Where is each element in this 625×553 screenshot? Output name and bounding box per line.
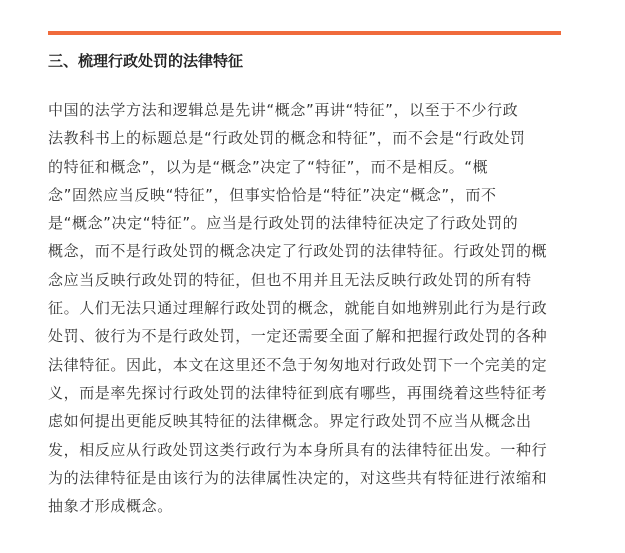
paragraph-line: 处罚、彼行为不是行政处罚，一定还需要全面了解和把握行政处罚的各种 bbox=[48, 327, 548, 346]
paragraph-line: 念”固然应当反映“特征”，但事实恰恰是“特征”决定“概念”，而不 bbox=[48, 185, 497, 204]
article-paragraph bbox=[48, 96, 568, 520]
paragraph-line: 征。人们无法只通过理解行政处罚的概念，就能自如地辨别此行为是行政 bbox=[48, 299, 548, 318]
paragraph-line: 发，相反应从行政处罚这类行政行为本身所具有的法律特征出发。一种行 bbox=[48, 440, 548, 459]
section-divider-bar bbox=[48, 31, 561, 35]
paragraph-line: 抽象才形成概念。 bbox=[48, 497, 173, 516]
paragraph-line: 虑如何提出更能反映其特征的法律概念。界定行政处罚不应当从概念出 bbox=[48, 412, 532, 431]
paragraph-line: 念应当反映行政处罚的特征，但也不用并且无法反映行政处罚的所有特 bbox=[48, 270, 532, 289]
paragraph-line: 是“概念”决定“特征”。应当是行政处罚的法律特征决定了行政处罚的 bbox=[48, 214, 519, 233]
paragraph-line: 为的法律特征是由该行为的法律属性决定的，对这些共有特征进行浓缩和 bbox=[48, 468, 548, 487]
paragraph-line: 法律特征。因此，本文在这里还不急于匆匆地对行政处罚下一个完美的定 bbox=[48, 355, 548, 374]
paragraph-line: 的特征和概念”，以为是“概念”决定了“特征”，而不是相反。“概 bbox=[48, 157, 489, 176]
paragraph-line: 义，而是率先探讨行政处罚的法律特征到底有哪些，再围绕着这些特征考 bbox=[48, 383, 548, 402]
paragraph-line: 概念，而不是行政处罚的概念决定了行政处罚的法律特征。行政处罚的概 bbox=[48, 242, 548, 261]
section-heading: 三、梳理行政处罚的法律特征 bbox=[48, 52, 244, 70]
paragraph-line: 中国的法学方法和逻辑总是先讲“概念”再讲“特征”，以至于不少行政 bbox=[48, 101, 519, 119]
paragraph-line: 法教科书上的标题总是“行政处罚的概念和特征”，而不会是“行政处罚 bbox=[48, 129, 526, 148]
